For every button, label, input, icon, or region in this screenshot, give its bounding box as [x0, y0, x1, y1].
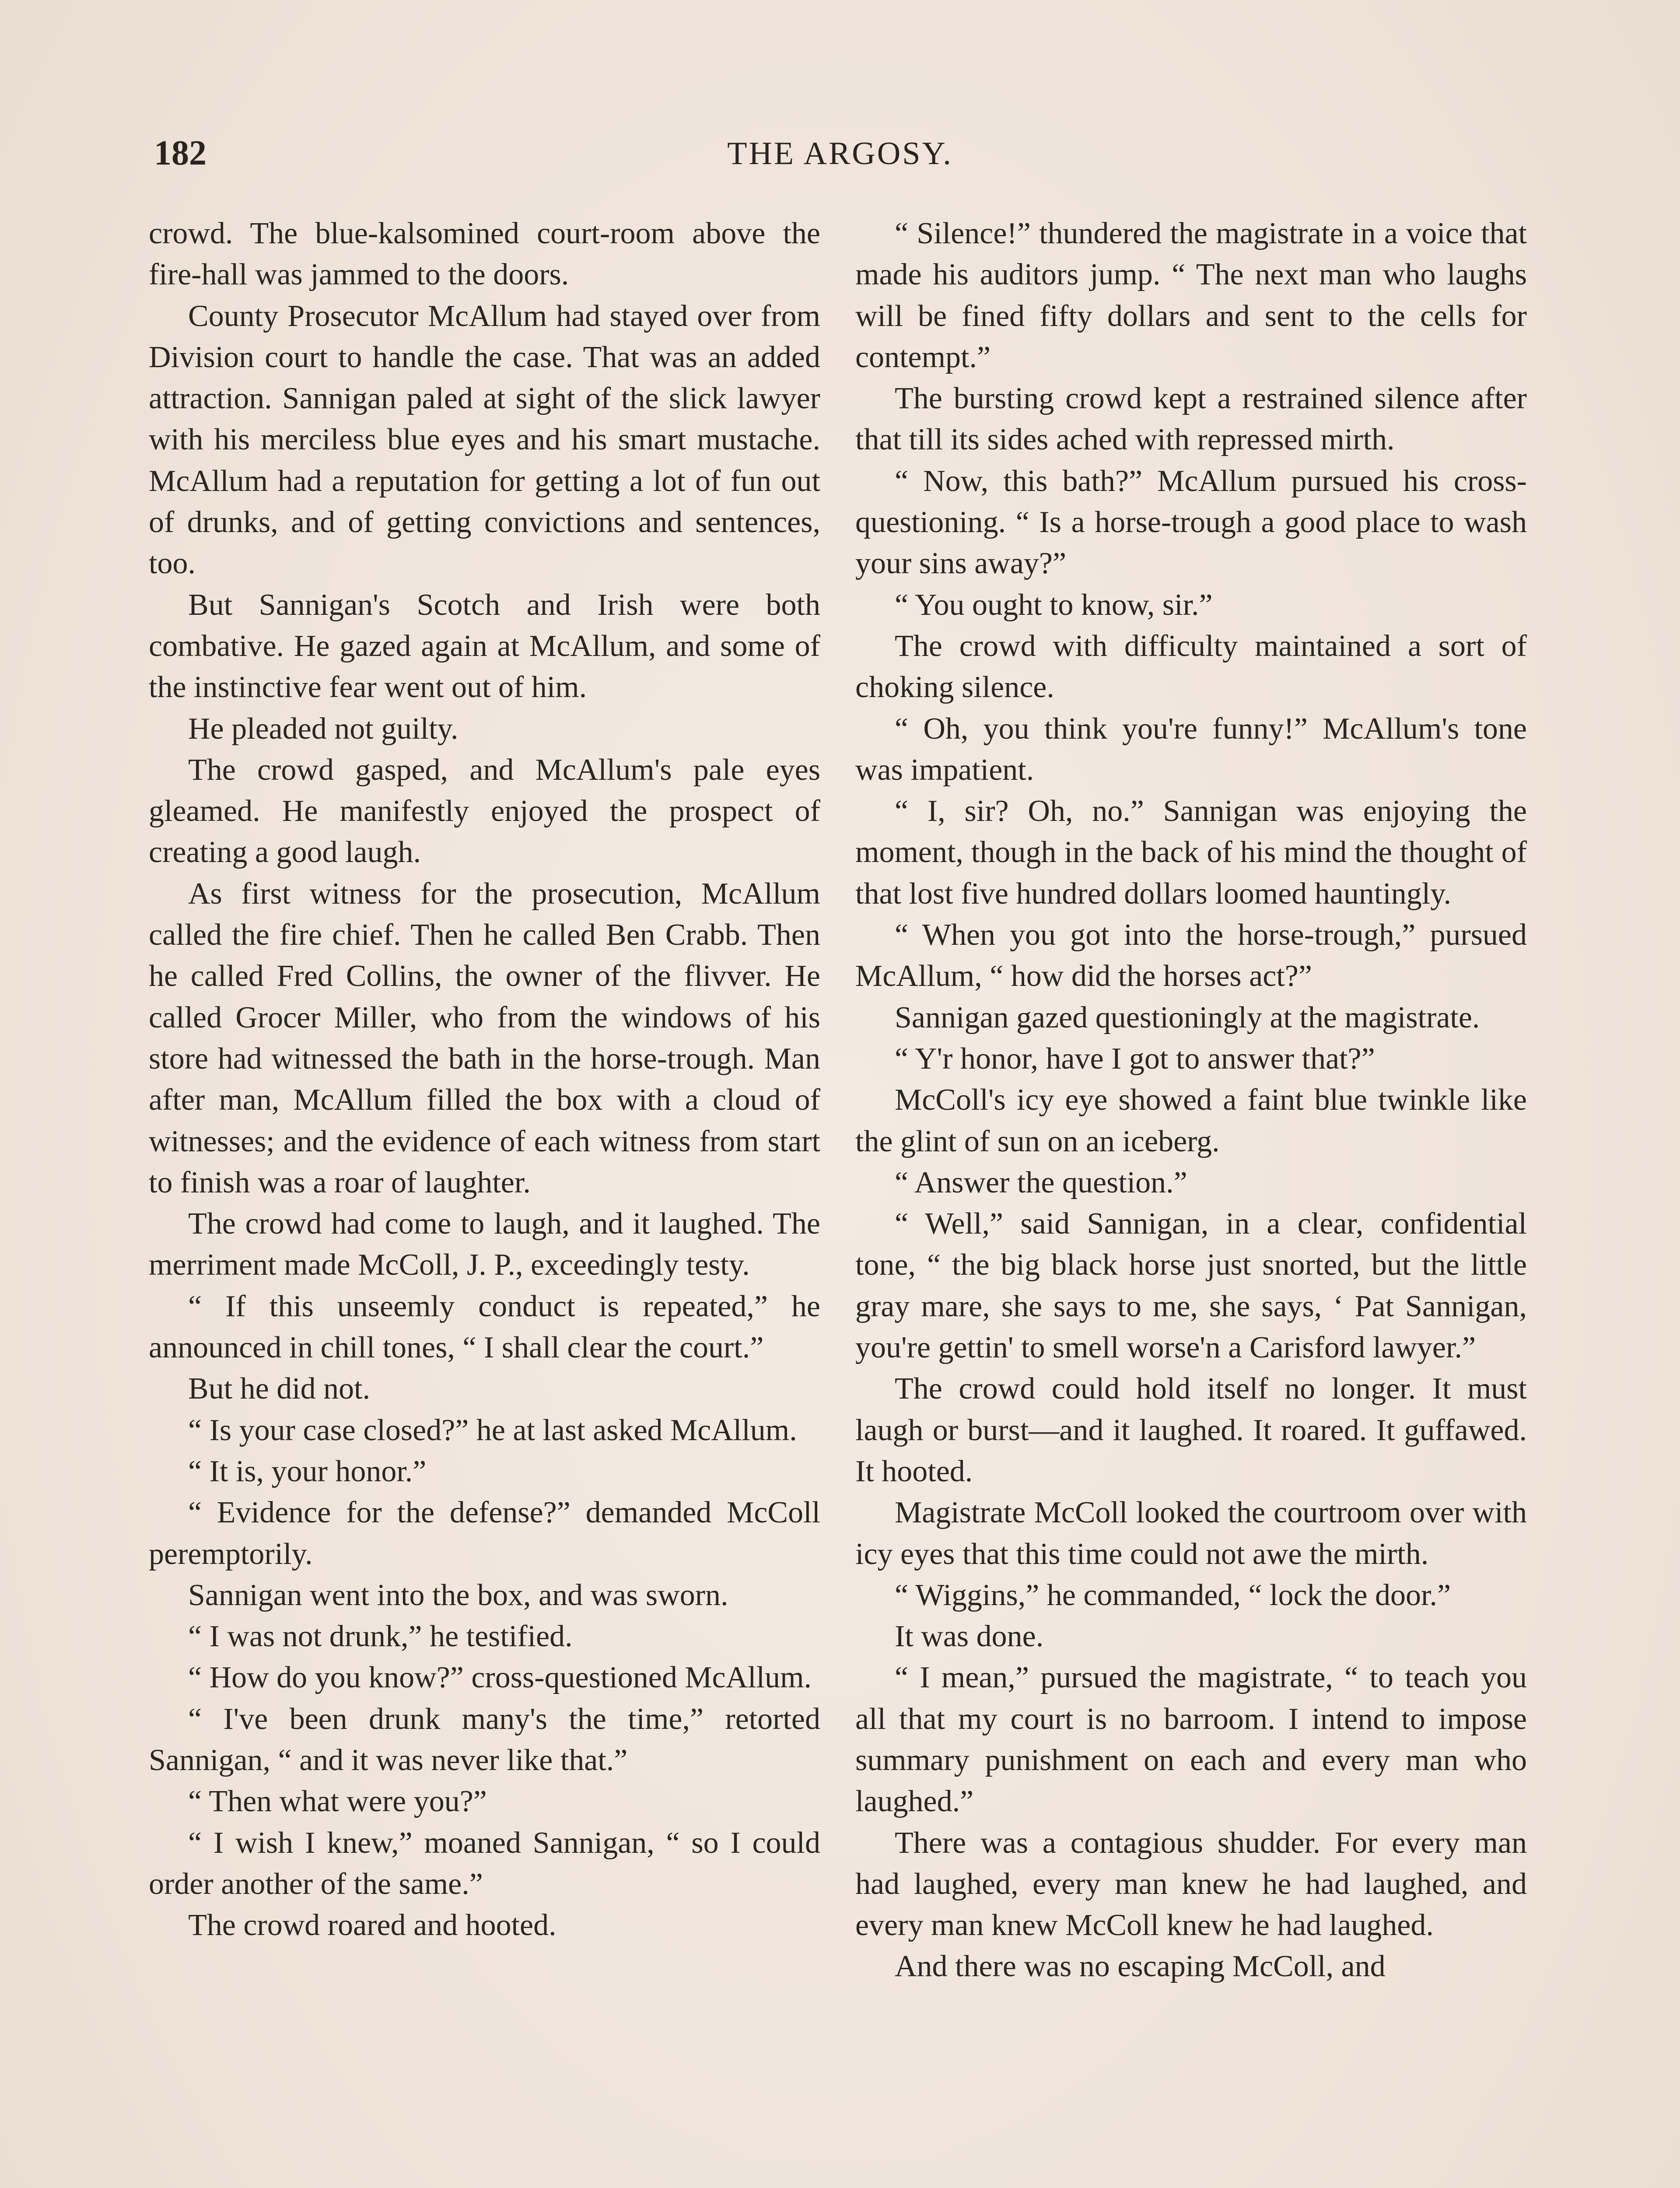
- paragraph: “ I, sir? Oh, no.” Sannigan was enjoying the moment, though in the back of his mind the thought of that lost five hundred dollars loomed hauntingly.: [855, 794, 1527, 911]
- paragraph: “ Oh, you think you're funny!” McAllum's tone was impatient.: [855, 712, 1527, 787]
- paragraph: “ I mean,” pursued the magistrate, “ to teach you all that my court is no barroom. I intend to impose summary punishment on each and every man who laughed.”: [855, 1661, 1527, 1819]
- paragraph: “ Well,” said Sannigan, in a clear, confidential tone, “ the big black horse just snorted, but the little gray mare, she says to me, she says, ‘ Pat Sannigan, you're gettin' to smell worse'n a Carisford lawyer.”: [855, 1207, 1527, 1365]
- paragraph: Sannigan went into the box, and was sworn.: [188, 1578, 728, 1612]
- paragraph: The crowd with difficulty maintained a sort of choking silence.: [855, 629, 1527, 705]
- paragraph: The crowd gasped, and McAllum's pale eyes gleamed. He manifestly enjoyed the prospect of creating a good laugh.: [149, 753, 820, 870]
- paragraph: There was a contagious shudder. For every man had laughed, every man knew he had laughed, and every man knew McColl knew he had laughed.: [855, 1826, 1527, 1943]
- paragraph: The crowd roared and hooted.: [188, 1908, 556, 1943]
- paragraph: “ I've been drunk many's the time,” retorted Sannigan, “ and it was never like that.”: [149, 1702, 820, 1777]
- paragraph: “ Then what were you?”: [188, 1785, 487, 1819]
- paragraph: “ I was not drunk,” he testified.: [188, 1620, 573, 1654]
- paragraph: “ It is, your honor.”: [188, 1454, 427, 1488]
- paragraph: And there was no escaping McColl, and: [895, 1950, 1386, 1984]
- paragraph: “ How do you know?” cross-questioned McAllum.: [188, 1661, 812, 1695]
- paragraph: “ Is your case closed?” he at last asked McAllum.: [188, 1413, 797, 1447]
- paragraph: As first witness for the prosecution, McAllum called the fire chief. Then he called Ben Crabb. Then he called Fred Collins, the owner of the flivver. He called Grocer Miller, who from the windows of his store had witnessed the bath in the horse-trough. Man after man, McAllum filled the box with a cloud of witnesses; and the evidence of each witness from start to finish was a roar of laughter.: [149, 877, 820, 1199]
- paragraph: The crowd had come to laugh, and it laughed. The merriment made McColl, J. P., exceedingly testy.: [149, 1207, 820, 1282]
- page-number: 182: [154, 134, 206, 172]
- paragraph: The bursting crowd kept a restrained silence after that till its sides ached with repressed mirth.: [855, 382, 1527, 457]
- paragraph: But he did not.: [188, 1372, 371, 1406]
- paragraph: “ Wiggins,” he commanded, “ lock the door.”: [895, 1578, 1451, 1612]
- paragraph: “ Answer the question.”: [895, 1165, 1187, 1199]
- right-column: [855, 213, 1527, 1988]
- paragraph: County Prosecutor McAllum had stayed over from Division court to handle the case. That was an added attraction. Sannigan paled at sight of the slick lawyer with his merciless blue eyes and his smart mustache. McAllum had a reputation for getting a lot of fun out of drunks, and of getting convictions and sentences, too.: [149, 299, 820, 581]
- paragraph: Magistrate McColl looked the courtroom over with icy eyes that this time could not awe the mirth.: [855, 1496, 1527, 1571]
- paragraph: The crowd could hold itself no longer. It must laugh or burst—and it laughed. It roared. It guffawed. It hooted.: [855, 1372, 1527, 1488]
- paragraph: McColl's icy eye showed a faint blue twinkle like the glint of sun on an iceberg.: [855, 1083, 1527, 1158]
- paragraph: “ Now, this bath?” McAllum pursued his cross-questioning. “ Is a horse-trough a good place to wash your sins away?”: [855, 464, 1527, 581]
- paragraph: “ Silence!” thundered the magistrate in a voice that made his auditors jump. “ The next man who laughs will be fined fifty dollars and sent to the cells for contempt.”: [855, 217, 1527, 374]
- paragraph: Sannigan gazed questioningly at the magistrate.: [895, 1000, 1480, 1034]
- paragraph: He pleaded not guilty.: [188, 712, 458, 746]
- paragraph: “ If this unseemly conduct is repeated,” he announced in chill tones, “ I shall clear the court.”: [149, 1289, 820, 1365]
- page-header: [149, 133, 1531, 182]
- running-title: THE ARGOSY.: [727, 136, 953, 172]
- paragraph: “ You ought to know, sir.”: [895, 588, 1213, 622]
- paragraph: “ Evidence for the defense?” demanded McColl peremptorily.: [149, 1496, 820, 1571]
- paragraph: But Sannigan's Scotch and Irish were both combative. He gazed again at McAllum, and some of the instinctive fear went out of him.: [149, 588, 820, 705]
- paragraph: “ I wish I knew,” moaned Sannigan, “ so I could order another of the same.”: [149, 1826, 820, 1901]
- paragraph: “ When you got into the horse-trough,” pursued McAllum, “ how did the horses act?”: [855, 918, 1527, 993]
- left-column: [149, 213, 820, 1946]
- paragraph: crowd. The blue-kalsomined court-room above the fire-hall was jammed to the doors.: [149, 217, 820, 292]
- paragraph: “ Y'r honor, have I got to answer that?”: [895, 1041, 1375, 1076]
- paragraph: It was done.: [895, 1620, 1044, 1654]
